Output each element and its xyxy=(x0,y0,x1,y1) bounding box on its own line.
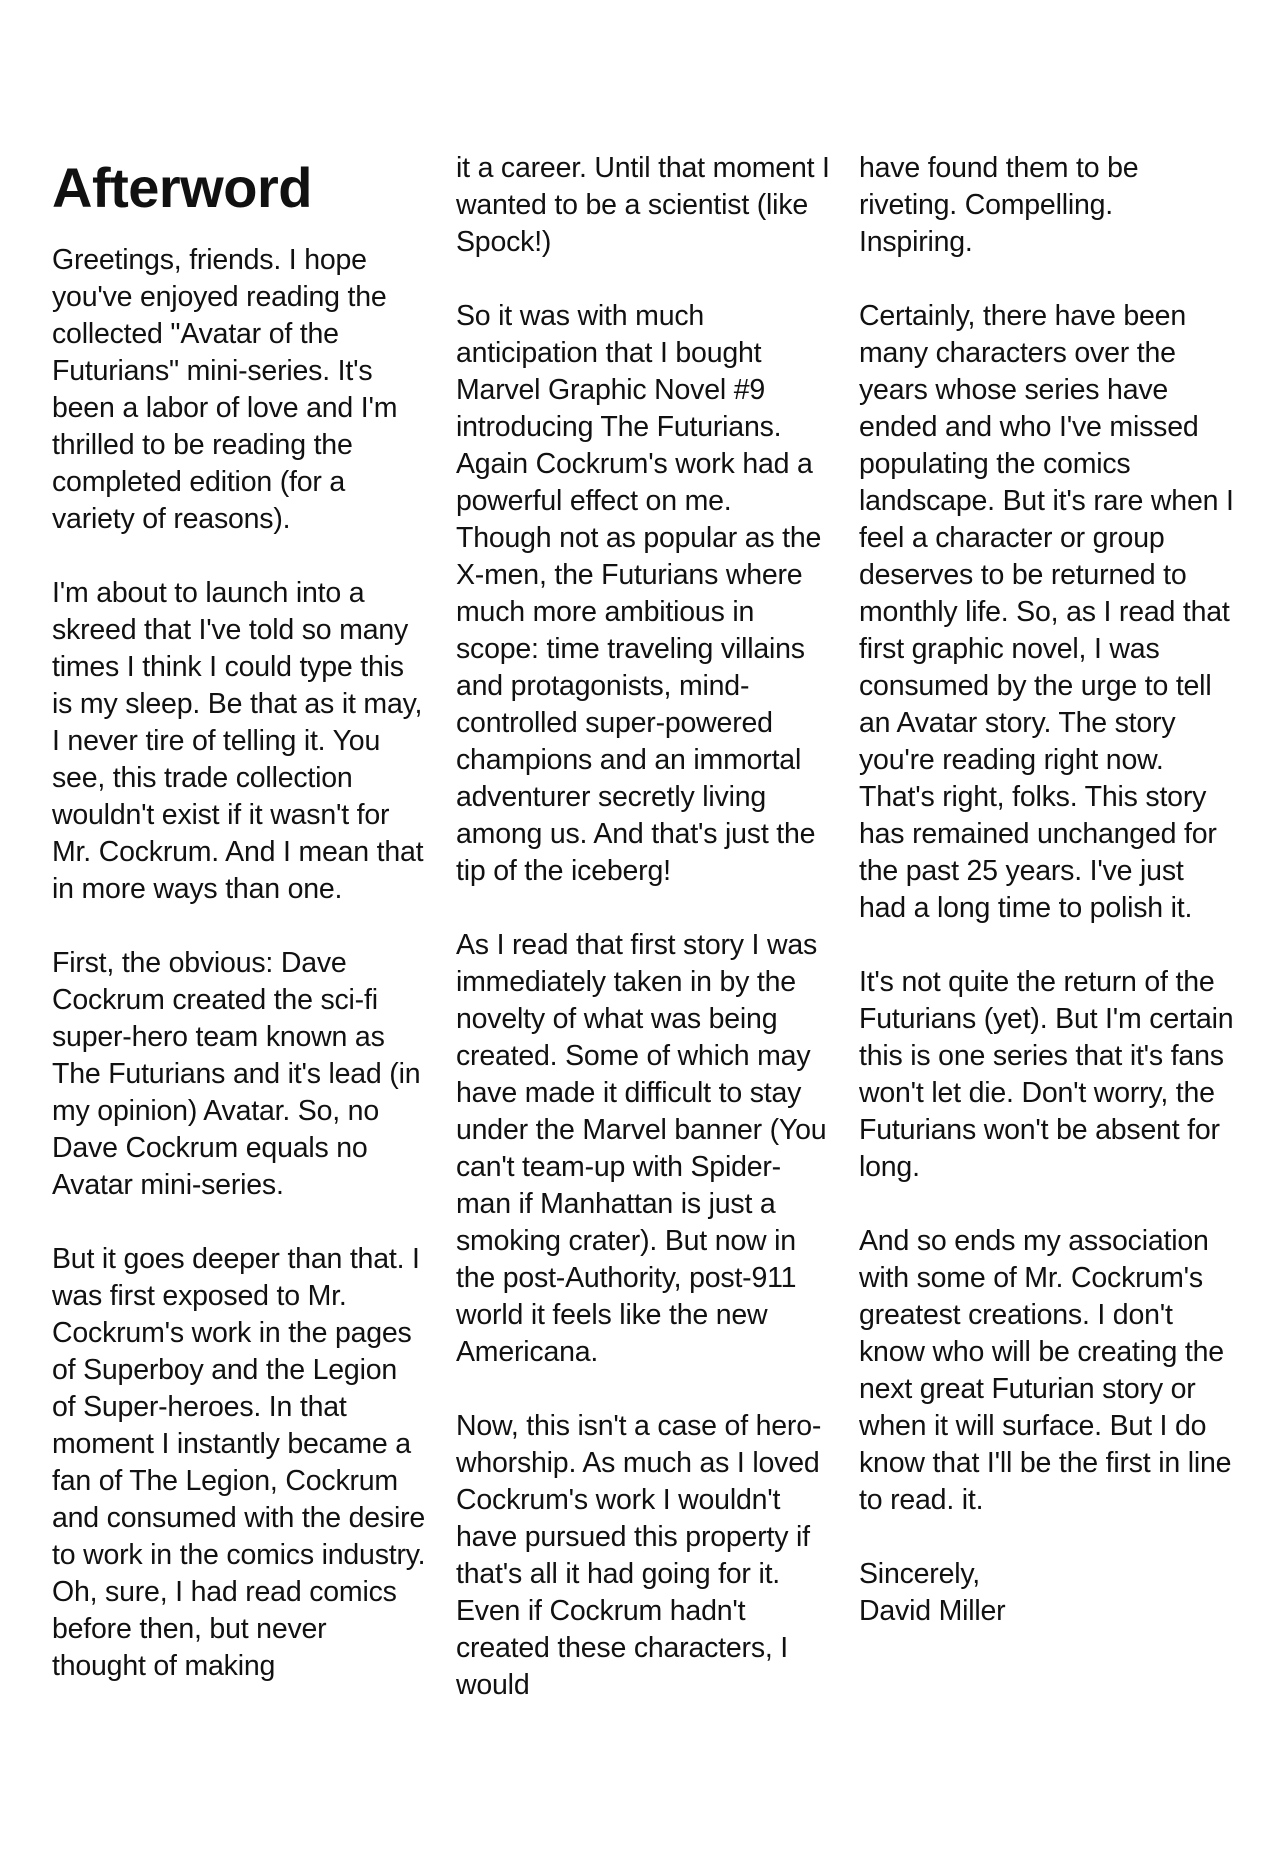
page-title: Afterword xyxy=(52,156,312,219)
paragraph: So it was with much anticipation that I bought Marvel Graphic Novel #9 introducing The Futurians. Again Cockrum's work had a powerful effect on me. Though not as popular as the X-men, the Futurians where much more ambitious in scope: time traveling villains and protagonists, mind-controlled super-powered champions and an immortal adventurer secretly living among us. And that's just the tip of the iceberg! xyxy=(456,300,822,887)
signature-block xyxy=(859,1556,1234,1630)
author-name: David Miller xyxy=(859,1595,1006,1627)
column-3 xyxy=(859,150,1234,1630)
column-1 xyxy=(52,150,427,1685)
column-2 xyxy=(456,150,831,1704)
paragraph: And so ends my association with some of Mr. Cockrum's greatest creations. I don't know who will be creating the next great Futurian story or when it will surface. But I do know that I'll be the first in line to read. it. xyxy=(859,1225,1232,1516)
paragraph: I'm about to launch into a skreed that I've told so many times I think I could type this is my sleep. Be that as it may, I never tire of telling it. You see, this trade collection wouldn't exist if it wasn't for Mr. Cockrum. And I mean that in more ways than one. xyxy=(52,577,424,905)
paragraph: Certainly, there have been many characters over the years whose series have ended and who I've missed populating the comics landscape. But it's rare when I feel a character or group deserves to be returned to monthly life. So, as I read that first graphic novel, I was consumed by the urge to tell an Avatar story. The story you're reading right now. That's right, folks. This story has remained unchanged for the past 25 years. I've just had a long time to polish it. xyxy=(859,300,1234,924)
signoff: Sincerely, xyxy=(859,1558,981,1590)
paragraph: As I read that first story I was immediately taken in by the novelty of what was being created. Some of which may have made it difficult to stay under the Marvel banner (You can't team-up with Spider-man if Manhattan is just a smoking crater). But now in the post-Authority, post-911 world it feels like the new Americana. xyxy=(456,929,827,1368)
paragraph: it a career. Until that moment I wanted to be a scientist (like Spock!) xyxy=(456,152,830,258)
paragraph: Greetings, friends. I hope you've enjoyed reading the collected "Avatar of the Futurians" mini-series. It's been a labor of love and I'm thrilled to be reading the completed edition (for a variety of reasons). xyxy=(52,244,398,535)
paragraph: But it goes deeper than that. I was first exposed to Mr. Cockrum's work in the pages of Superboy and the Legion of Super-heroes. In that moment I instantly became a fan of The Legion, Cockrum and consumed with the desire to work in the comics industry. Oh, sure, I had read comics before then, but never thought of making xyxy=(52,1243,426,1682)
paragraph: It's not quite the return of the Futurians (yet). But I'm certain this is one series that it's fans won't let die. Don't worry, the Futurians won't be absent for long. xyxy=(859,966,1234,1183)
paragraph: First, the obvious: Dave Cockrum created the sci-fi super-hero team known as The Futurians and it's lead (in my opinion) Avatar. So, no Dave Cockrum equals no Avatar mini-series. xyxy=(52,947,421,1201)
paragraph: have found them to be riveting. Compelling. Inspiring. xyxy=(859,152,1139,258)
paragraph: Now, this isn't a case of hero-whorship. As much as I loved Cockrum's work I wouldn't have pursued this property if that's all it had going for it. Even if Cockrum hadn't created these characters, I would xyxy=(456,1410,822,1701)
